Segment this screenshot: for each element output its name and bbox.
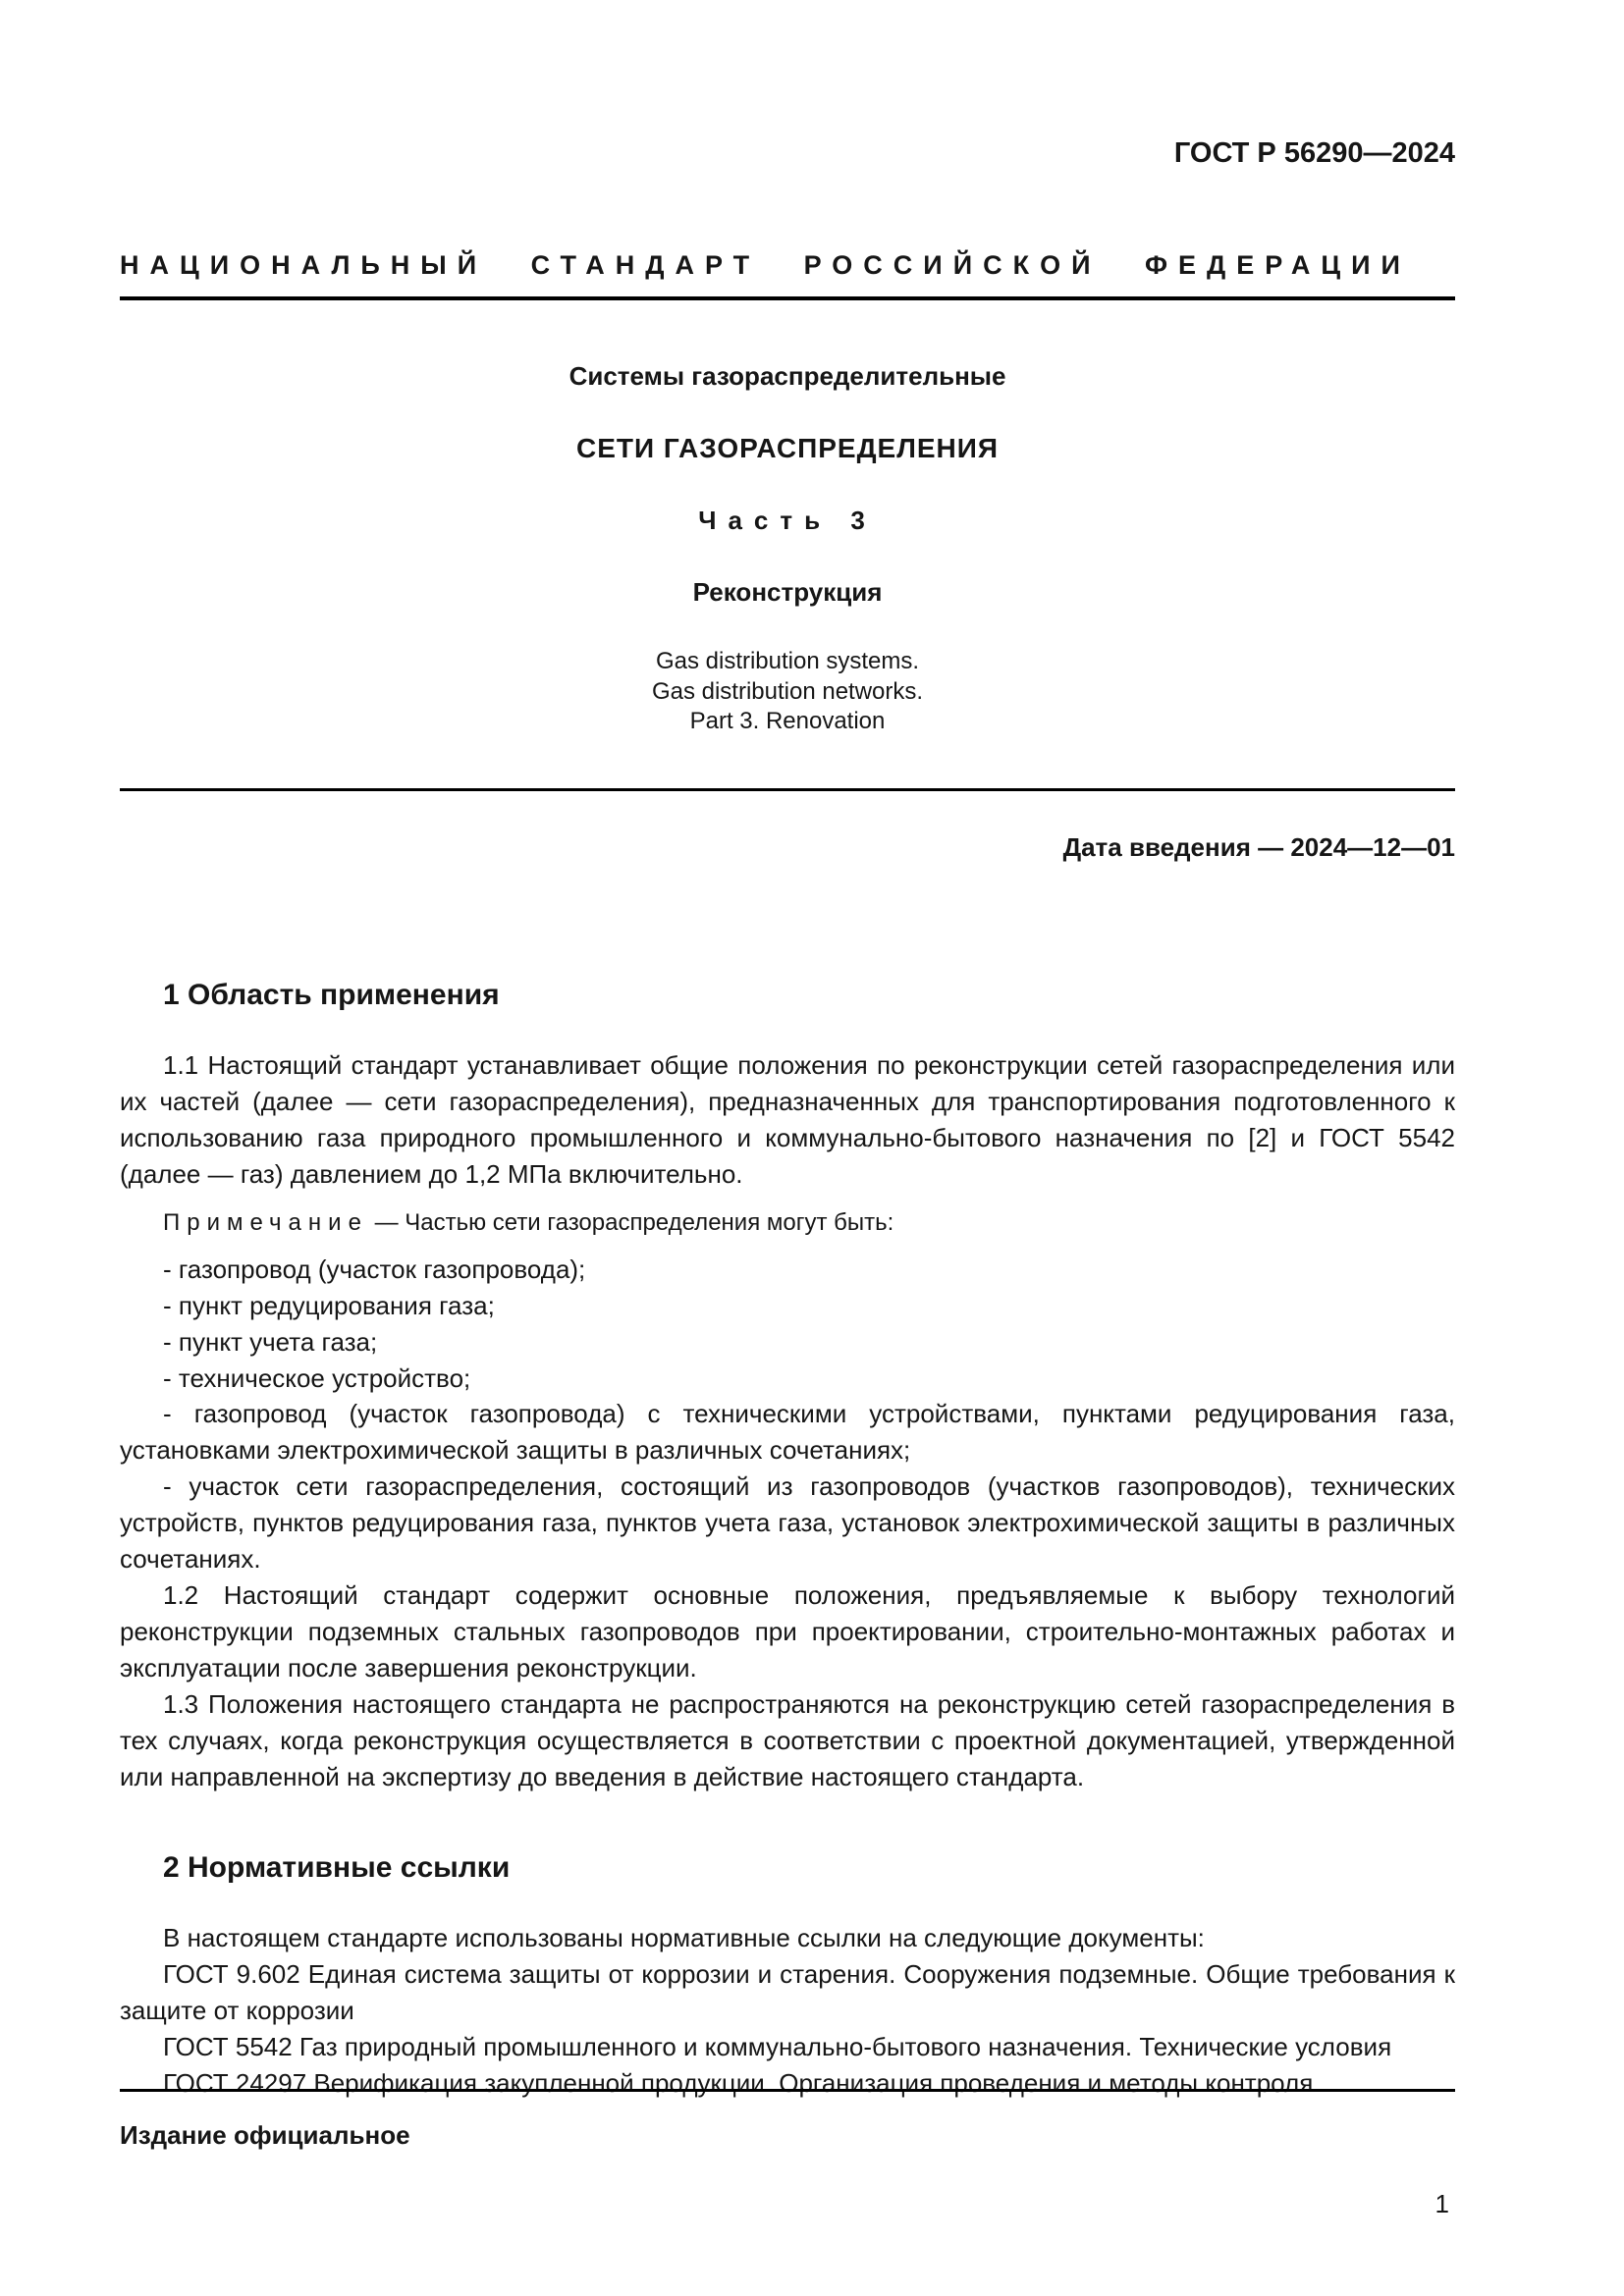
note-text: — Частью сети газораспределения могут быть: [367,1208,894,1236]
title-block [120,361,1455,737]
header-rule [120,296,1455,300]
english-title-line-3: Part 3. Renovation [689,708,886,735]
note-line [120,1206,1455,1240]
page-content [0,137,1624,2102]
section-2-intro: В настоящем стандарте использованы нормативные ссылки на следующие документы: [163,1923,1205,1953]
note-list [120,1252,1455,1577]
english-title-line-2: Gas distribution networks. [651,677,924,705]
introduction-date: Дата введения — 2024—12—01 [1062,832,1455,863]
standard-type-heading: НАЦИОНАЛЬНЫЙ СТАНДАРТ РОССИЙСКОЙ ФЕДЕРАЦИИ [120,250,1411,280]
section-2-body [120,1920,1455,2102]
note-list-item: - техническое устройство; [163,1362,471,1393]
footer-rule [120,2089,1455,2092]
english-title-line-1: Gas distribution systems. [655,648,920,674]
page-number: 1 [1435,2189,1449,2218]
note-list-item: - пункт редуцирования газа; [163,1290,495,1320]
note-list-item: - пункт учета газа; [163,1326,378,1357]
section-2-heading: 2 Нормативные ссылки [163,1851,511,1885]
standard-main-title: СЕТИ ГАЗОРАСПРЕДЕЛЕНИЯ [575,433,1000,463]
paragraph-1-2: 1.2 Настоящий стандарт содержит основные положения, предъявляемые к выбору технологий реконструкции подземных стальных газопроводов при проектировании, строительно-монтажных работах и эксплуатации после завершения реконструкции. [120,1580,1455,1682]
paragraph-1-1: 1.1 Настоящий стандарт устанавливает общие положения по реконструкции сетей газораспределения или их частей (далее — сети газораспределения), предназначенных для транспортирования подготовленного к использованию газа природного промышленного и коммунально-бытового назначения по [2] и ГОСТ 5542 (далее — газ) давлением до 1,2 МПа включительно. [120,1050,1455,1189]
standard-group-title: Системы газораспределительные [568,361,1006,391]
doc-number: ГОСТ Р 56290—2024 [1173,137,1455,169]
title-rule [120,788,1455,791]
note-label: Примечание [163,1208,368,1236]
note-list-item: - газопровод (участок газопровода); [163,1254,586,1284]
section-1-body [120,1047,1455,1794]
note-list-item: - участок сети газораспределения, состоящий из газопроводов (участков газопроводов), технических устройств, пунктов редуцирования газа, пунктов учета газа, установок электрохимической защиты в различных сочетаниях. [120,1471,1455,1575]
paragraph-1-3: 1.3 Положения настоящего стандарта не распространяются на реконструкцию сетей газораспределения в тех случаях, когда реконструкция осуществляется в соответствии с проектной документацией, утвержденной или направленной на экспертизу до введения в действие настоящего стандарта. [120,1688,1455,1791]
standard-part-label: Часть 3 [698,506,877,535]
section-1-heading: 1 Область применения [163,979,500,1012]
normative-reference: ГОСТ 9.602 Единая система защиты от коррозии и старения. Сооружения подземные. Общие требования к защите от коррозии [120,1959,1455,2026]
standard-subtitle: Реконструкция [692,577,883,607]
english-title-block [120,647,1455,737]
note-list-item: - газопровод (участок газопровода) с техническими устройствами, пунктами редуцирования газа, установками электрохимической защиты в различных сочетаниях; [120,1399,1455,1466]
normative-reference: ГОСТ 24297 Верификация закупленной продукции. Организация проведения и методы контроля [163,2068,1314,2099]
normative-reference: ГОСТ 5542 Газ природный промышленного и коммунально-бытового назначения. Технические условия [163,2032,1392,2062]
edition-note: Издание официальное [120,2120,410,2150]
